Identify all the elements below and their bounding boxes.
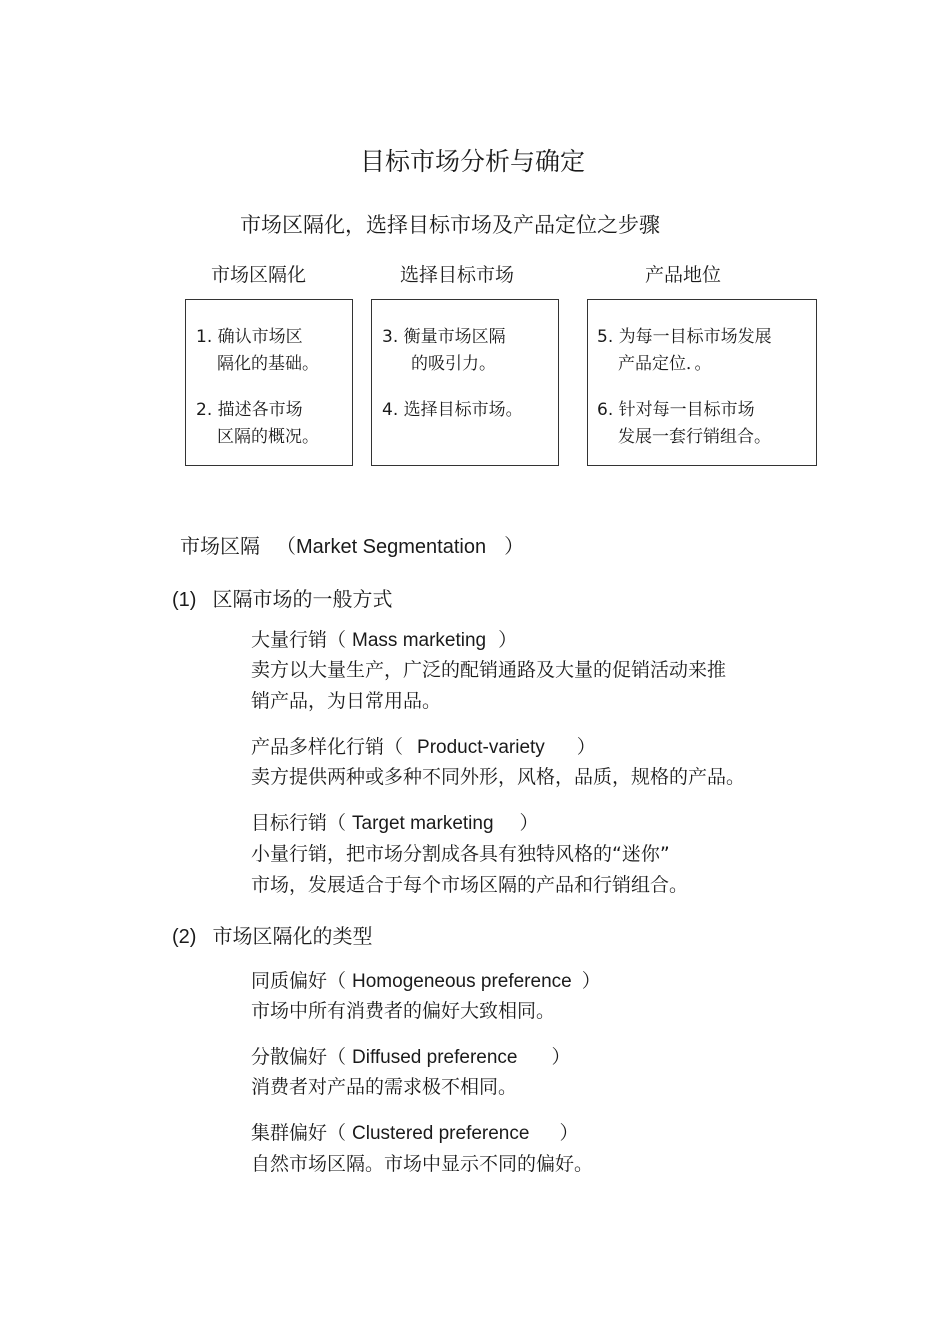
page-title: 目标市场分析与确定: [360, 147, 586, 176]
preference-name-en: Diffused preference: [352, 1047, 518, 1068]
method-close: ）: [498, 629, 518, 651]
preference-heading: [251, 1118, 578, 1145]
method-name-zh: 产品多样化行销（: [251, 736, 404, 758]
method-description: 小量行销，把市场分割成各具有独特风格的“迷你”: [251, 843, 670, 865]
column-header-segmentation: 市场区隔化: [211, 264, 307, 286]
method-name-zh: 大量行销（: [251, 629, 347, 651]
step-line: 的吸引力。: [411, 354, 496, 374]
step-line: 2. 描述各市场: [196, 400, 303, 420]
method-heading: [251, 808, 539, 835]
preference-close: ）: [559, 1122, 579, 1144]
segmentation-heading: [180, 530, 524, 559]
section-2-heading: [172, 920, 372, 949]
step-line: 4. 选择目标市场。: [382, 400, 523, 420]
step-box-segmentation: [185, 299, 353, 466]
method-description: 市场，发展适合于每个市场区隔的产品和行销组合。: [251, 874, 689, 896]
step-line: 发展一套行销组合。: [618, 427, 771, 447]
step-line: 区隔的概况。: [217, 427, 319, 447]
step-line: 1. 确认市场区: [196, 327, 303, 347]
method-name-en: Product-variety: [417, 737, 545, 758]
preference-description: 自然市场区隔。市场中显示不同的偏好。: [251, 1153, 594, 1175]
segmentation-heading-zh: 市场区隔: [180, 534, 260, 558]
preference-description: 市场中所有消费者的偏好大致相同。: [251, 1000, 556, 1022]
method-name-zh: 目标行销（: [251, 812, 347, 834]
preference-description: 消费者对产品的需求极不相同。: [251, 1076, 518, 1098]
segmentation-heading-en: （Market Segmentation: [276, 536, 487, 558]
section-1-heading: [172, 583, 392, 612]
method-close: ）: [576, 736, 596, 758]
method-heading: [251, 732, 596, 759]
step-box-targeting: [371, 299, 559, 466]
preference-name-zh: 分散偏好（: [251, 1046, 347, 1068]
method-heading: [251, 625, 517, 652]
method-description: 卖方提供两种或多种不同外形，风格，品质，规格的产品。: [251, 766, 746, 788]
step-box-positioning: [587, 299, 817, 466]
method-description: 卖方以大量生产，广泛的配销通路及大量的促销活动来推: [251, 659, 727, 681]
method-name-en: Target marketing: [352, 813, 494, 834]
section-number: (2): [172, 926, 197, 948]
preference-close: ）: [581, 970, 601, 992]
page-subtitle: 市场区隔化，选择目标市场及产品定位之步骤: [240, 213, 660, 237]
step-line: 产品定位．。: [618, 354, 712, 374]
preference-heading: [251, 1042, 571, 1069]
preference-name-en: Homogeneous preference: [352, 971, 572, 992]
method-name-en: Mass marketing: [352, 630, 487, 651]
preference-name-zh: 集群偏好（: [251, 1122, 347, 1144]
segmentation-heading-close: ）: [504, 534, 525, 558]
preference-close: ）: [551, 1046, 571, 1068]
preference-name-zh: 同质偏好（: [251, 970, 347, 992]
method-description: 销产品，为日常用品。: [251, 690, 442, 712]
preference-heading: [251, 966, 601, 993]
preference-name-en: Clustered preference: [352, 1123, 530, 1144]
section-title: 市场区隔化的类型: [212, 924, 373, 948]
column-header-targeting: 选择目标市场: [400, 264, 515, 286]
step-line: 5. 为每一目标市场发展: [597, 327, 772, 347]
step-line: 6. 针对每一目标市场: [597, 400, 755, 420]
column-header-positioning: 产品地位: [645, 264, 722, 286]
section-number: (1): [172, 589, 197, 611]
step-line: 3. 衡量市场区隔: [382, 327, 506, 347]
method-close: ）: [519, 812, 539, 834]
step-line: 隔化的基础。: [217, 354, 319, 374]
section-title: 区隔市场的一般方式: [212, 587, 393, 611]
